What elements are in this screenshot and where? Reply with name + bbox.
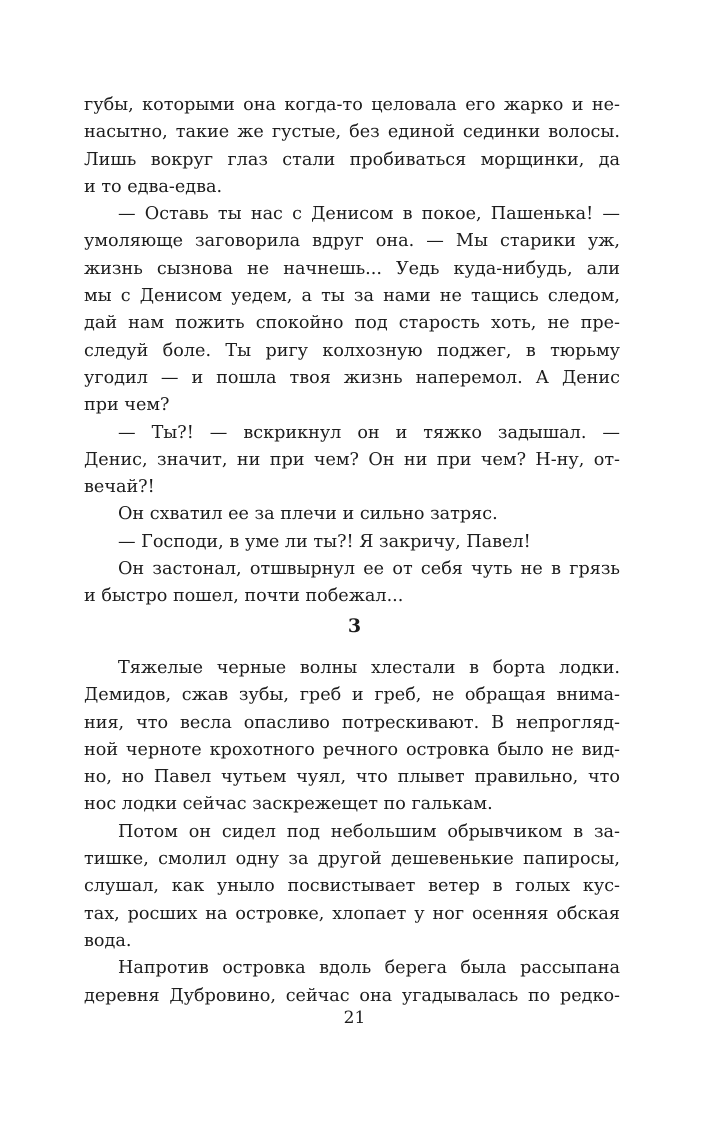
text-line: и то едва-едва. [84, 176, 223, 197]
text-line: — Ты?! — вскрикнул он и тяжко задышал. — [118, 422, 620, 443]
text-line: мы с Денисом уедем, а ты за нами не тащись следом, [84, 286, 620, 307]
text-line: но, но Павел чутьем чуял, что плывет правильно, что [84, 767, 620, 788]
text-line: Он застонал, отшвырнул ее от себя чуть не в грязь [118, 559, 620, 580]
page-number: 21 [343, 1008, 366, 1028]
text-line: следуй боле. Ты ригу колхозную поджег, в тюрьму [84, 340, 620, 361]
text-line: Лишь вокруг глаз стали пробиваться морщинки, да [84, 149, 620, 170]
text-line: и быстро пошел, почти побежал... [84, 586, 404, 607]
text-line: угодил — и пошла твоя жизнь наперемол. А Денис [84, 367, 620, 388]
text-line: губы, которыми она когда-то целовала его жарко и не- [84, 95, 620, 115]
text-line: Демидов, сжав зубы, греб и греб, не обращая внима- [84, 685, 620, 706]
text-line: при чем? [84, 395, 170, 416]
text-line: умоляюще заговорила вдруг она. — Мы старики уж, [84, 231, 620, 252]
text-line: нос лодки сейчас заскрежещет по галькам. [84, 794, 493, 815]
text-line: тах, росших на островке, хлопает у ног осенняя обская [84, 903, 620, 924]
text-line: вода. [84, 930, 132, 951]
text-line: дай нам пожить спокойно под старость хоть, не пре- [84, 313, 620, 334]
text-line: ния, что весла опасливо потрескивают. В непрогляд- [84, 712, 620, 733]
text-line: ной черноте крохотного речного островка было не вид- [84, 739, 620, 760]
text-line: насытно, такие же густые, без единой сединки волосы. [84, 122, 620, 143]
text-line: деревня Дубровино, сейчас она угадывалась по редко- [84, 985, 620, 1006]
text-line: Напротив островка вдоль берега была рассыпана [118, 958, 620, 979]
text-line: Потом он сидел под небольшим обрывчиком в за- [118, 821, 620, 842]
text-line: Он схватил ее за плечи и сильно затряс. [118, 504, 498, 525]
text-line: Тяжелые черные волны хлестали в борта лодки. [118, 658, 620, 678]
text-line: — Господи, в уме ли ты?! Я закричу, Павел! [118, 531, 531, 552]
text-block-bottom [84, 655, 620, 1010]
text-line: Денис, значит, ни при чем? Он ни при чем? Н-ну, от- [84, 449, 620, 470]
text-line: вечай?! [84, 477, 155, 498]
text-line: — Оставь ты нас с Денисом в покое, Пашенька! — [118, 204, 620, 225]
section-number: 3 [347, 615, 362, 637]
text-line: тишке, смолил одну за другой дешевенькие папиросы, [84, 849, 620, 870]
text-block-top [84, 92, 620, 611]
text-line: слушал, как уныло посвистывает ветер в голых кус- [84, 876, 620, 897]
text-line: жизнь сызнова не начнешь... Уедь куда-нибудь, али [84, 258, 620, 279]
